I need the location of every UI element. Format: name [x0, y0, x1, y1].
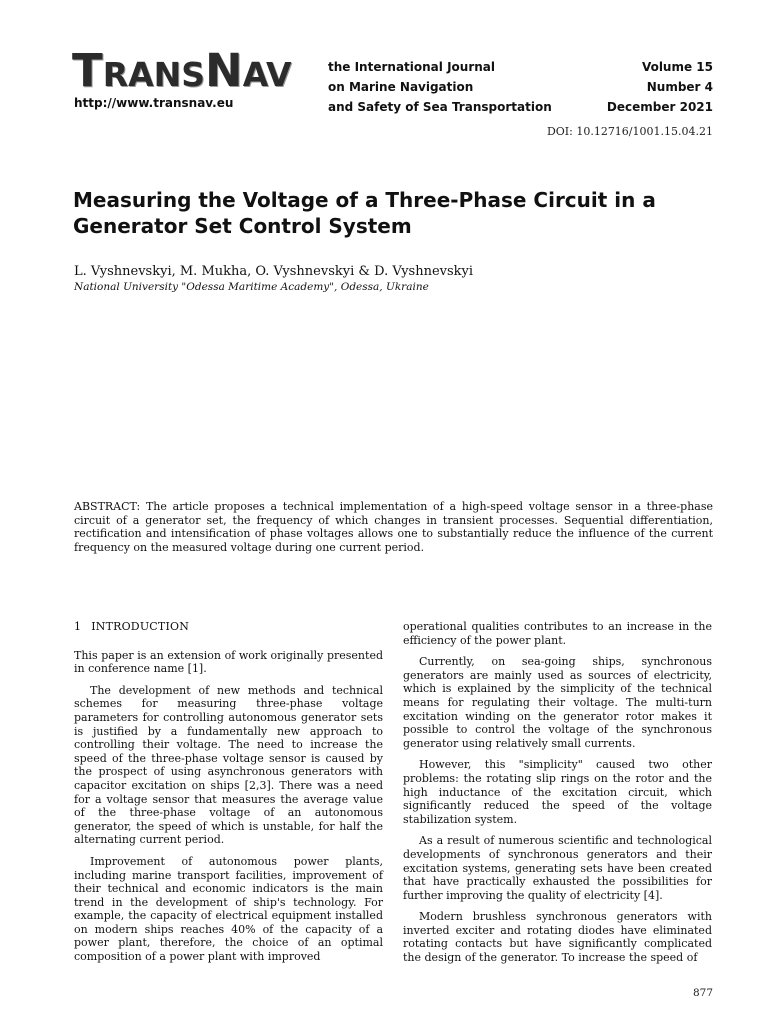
paragraph: The development of new methods and technical schemes for measuring three-phase voltage parameters for controlling autonomous generator sets is justified by a fundamentally new approach to controlling their voltage. The need to increase the speed of the three-phase voltage sensor is caused by the prospect of using asynchronous generators with capacitor excitation on ships [2,3]. There was a need for a voltage sensor that measures the average value of the three-phase voltage of an autonomous generator, the speed of which is unstable, for half the alternating current period. — [74, 683, 383, 847]
page-number: 877 — [692, 987, 713, 999]
author-affiliation: National University "Odessa Maritime Academy", Odessa, Ukraine — [74, 281, 429, 293]
doi: DOI: 10.12716/1001.15.04.21 — [546, 125, 713, 138]
article-authors: L. Vyshnevskyi, M. Mukha, O. Vyshnevskyi & D. Vyshnevskyi — [74, 264, 474, 279]
article-title: Measuring the Voltage of a Three-Phase Circuit in a Generator Set Control System — [73, 188, 656, 238]
section-heading — [74, 620, 383, 634]
logo-letter: N — [205, 44, 243, 97]
paragraph: Improvement of autonomous power plants, including marine transport facilities, improvement of their technical and economic indicators is the main trend in the development of ship's technology. For example, the capacity of electrical equipment installed on modern ships reaches 40% of the capacity of a power plant, therefore, the choice of an optimal composition of a power plant with improved — [74, 854, 383, 964]
logo-letters: AV — [242, 55, 292, 94]
section-title: INTRODUCTION — [91, 620, 190, 633]
body-column-right — [403, 620, 712, 973]
body-column-left — [74, 620, 383, 972]
section-number: 1 — [74, 620, 82, 633]
journal-name — [328, 57, 552, 117]
journal-logo — [72, 44, 292, 97]
volume: Volume 15 — [641, 60, 713, 74]
journal-line: the International Journal — [328, 60, 495, 74]
logo-letters: RANS — [102, 55, 206, 94]
issue-date: December 2021 — [606, 100, 713, 114]
paragraph: Currently, on sea-going ships, synchronous generators are mainly used as sources of electricity, which is explained by the simplicity of the technical means for regulating their voltage. The multi-turn excitation winding on the generator rotor makes it possible to control the voltage of the synchronous generator using relatively small currents. — [403, 655, 712, 750]
paragraph: As a result of numerous scientific and technological developments of synchronous generators and their excitation systems, generating sets have been created that have practically exhausted the possibilities for further improving the quality of electricity [4]. — [403, 834, 712, 902]
abstract: ABSTRACT: The article proposes a technical implementation of a high-speed voltage sensor in a three-phase circuit of a generator set, the frequency of which changes in transient processes. Sequential differentiation, rectification and intensification of phase voltages allows one to substantially reduce the influence of the current frequency on the measured voltage during one current period. — [74, 500, 713, 554]
paragraph: Modern brushless synchronous generators with inverted exciter and rotating diodes have eliminated rotating contacts but have significantly complicated the design of the generator. To increase the speed of — [403, 910, 712, 965]
paragraph: This paper is an extension of work originally presented in conference name [1]. — [74, 648, 383, 676]
journal-url[interactable]: http://www.transnav.eu — [74, 96, 234, 110]
journal-line: on Marine Navigation — [328, 80, 474, 94]
journal-line: and Safety of Sea Transportation — [328, 100, 552, 114]
issue-number: Number 4 — [646, 80, 713, 94]
paragraph: However, this "simplicity" caused two other problems: the rotating slip rings on the rotor and the high inductance of the excitation circuit, which significantly reduced the speed of the voltage stabilization system. — [403, 758, 712, 826]
logo-letter: T — [72, 44, 103, 97]
paragraph: operational qualities contributes to an increase in the efficiency of the power plant. — [403, 620, 712, 647]
issue-info — [607, 57, 713, 117]
